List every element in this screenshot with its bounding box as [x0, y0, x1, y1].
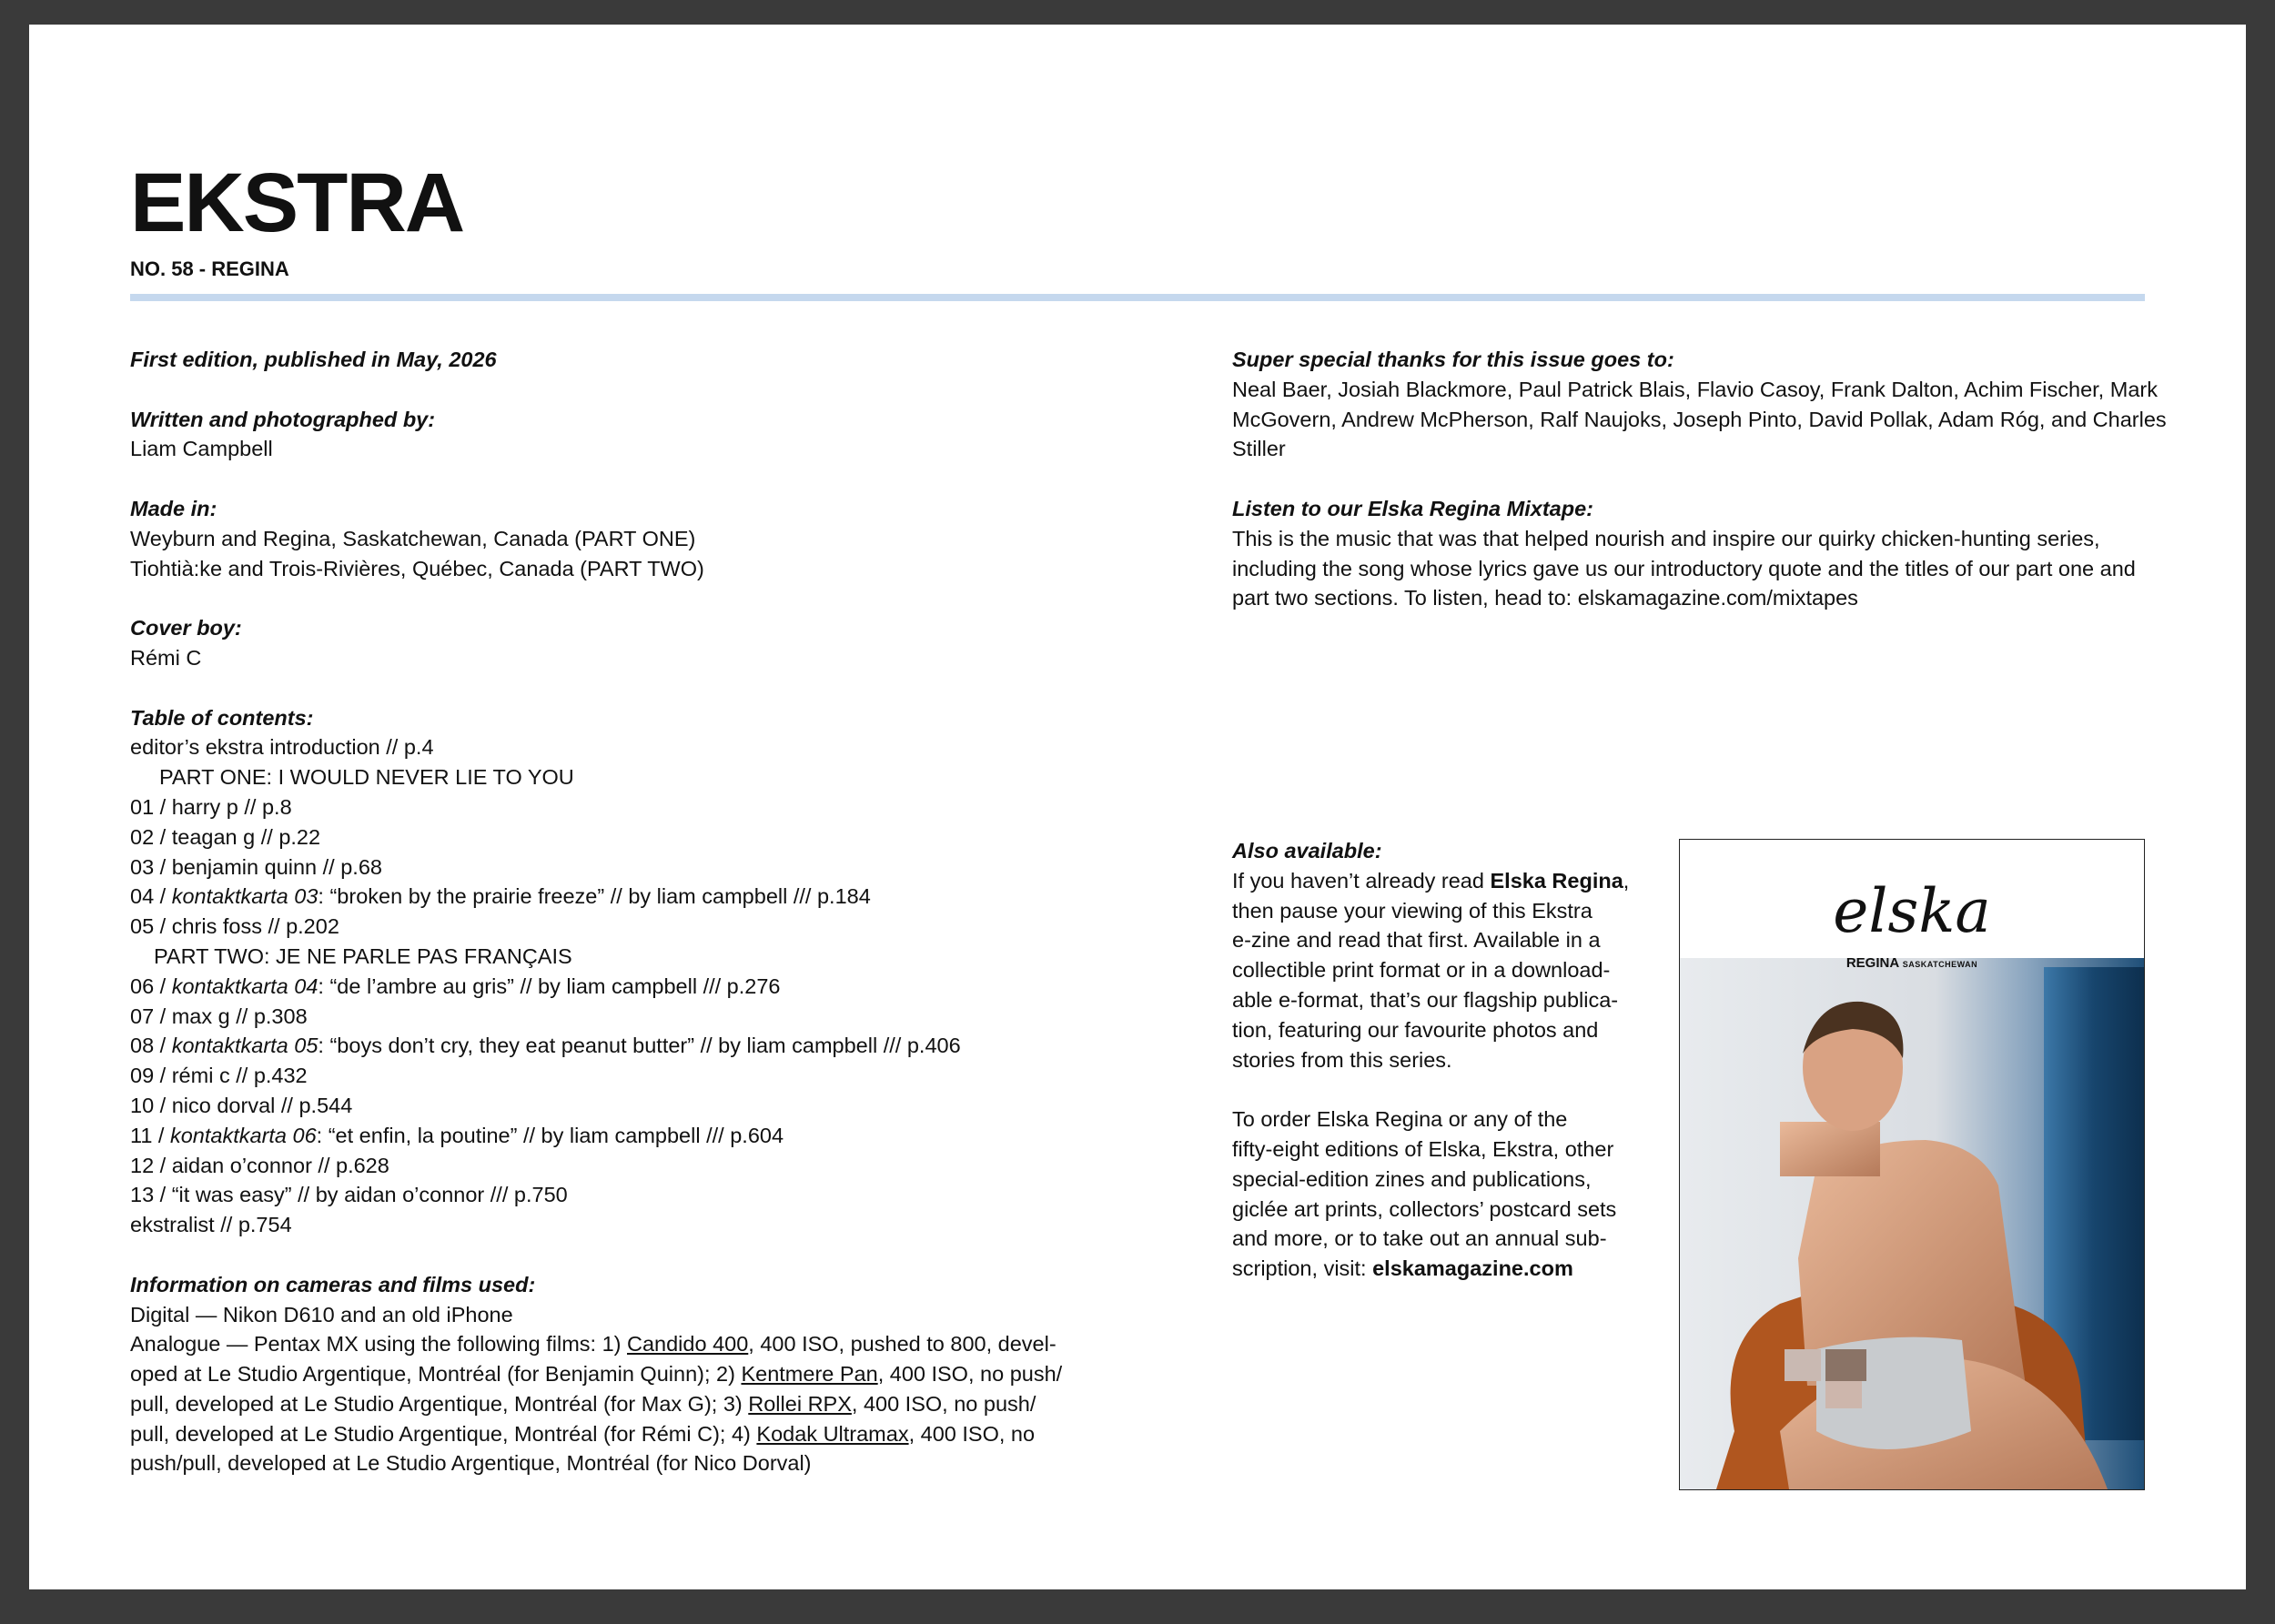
analogue-line: Analogue — Pentax MX using the following films: 1) Candido 400, 400 ISO, pushed to 800, devel- [130, 1332, 1057, 1357]
edition-block [130, 345, 1086, 375]
toc-entry: 02 / teagan g // p.22 [130, 824, 321, 849]
toc-entry: 11 / kontaktkarta 06: “et enfin, la poutine” // by liam campbell /// p.604 [130, 1123, 784, 1147]
toc-entry: 07 / max g // p.308 [130, 1004, 308, 1028]
order-line: giclée art prints, collectors’ postcard sets [1232, 1196, 1617, 1221]
thanks-line: McGovern, Andrew McPherson, Ralf Naujoks, Joseph Pinto, David Pollak, Adam Róg, and Charles [1232, 407, 2167, 431]
analogue-line: push/pull, developed at Le Studio Argentique, Montréal (for Nico Dorval) [130, 1451, 812, 1476]
order-line: To order Elska Regina or any of the [1232, 1107, 1568, 1132]
cover-photo [1680, 958, 2144, 1489]
mixtape-line: including the song whose lyrics gave us our introductory quote and the titles of our part one and [1232, 556, 2136, 580]
toc-entry: editor’s ekstra introduction // p.4 [130, 735, 434, 760]
cameras-label: Information on cameras and films used: [130, 1272, 536, 1296]
analogue-line: pull, developed at Le Studio Argentique, Montréal (for Rémi C); 4) Kodak Ultramax, 400 ISO, no [130, 1421, 1036, 1446]
toc-entry: 09 / rémi c // p.432 [130, 1064, 308, 1088]
website-link[interactable]: elskamagazine.com [1372, 1256, 1573, 1281]
toc-entry: 10 / nico dorval // p.544 [130, 1093, 353, 1117]
order-paragraph [1232, 1105, 1660, 1284]
available-label: Also available: [1232, 839, 1382, 862]
film-link-candido[interactable]: Candido 400 [627, 1332, 749, 1357]
cover-boy-label: Cover boy: [130, 616, 242, 641]
digital-line: Digital — Nikon D610 and an old iPhone [130, 1302, 513, 1326]
available-line: e-zine and read that first. Available in a [1232, 928, 1601, 953]
thanks-label: Super special thanks for this issue goes to: [1232, 348, 1674, 371]
toc-entry: 03 / benjamin quinn // p.68 [130, 854, 382, 879]
thanks-line: Neal Baer, Josiah Blackmore, Paul Patrick Blais, Flavio Casoy, Frank Dalton, Achim Fischer, Mark [1232, 377, 2158, 401]
made-line: Tiohtià:ke and Trois-Rivières, Québec, Canada (PART TWO) [130, 556, 704, 580]
table-of-contents [130, 703, 1086, 1240]
available-line: stories from this series. [1232, 1047, 1452, 1072]
cover-logo: elska [1833, 876, 1991, 946]
colophon-left-column [130, 345, 1086, 1478]
available-line: If you haven’t already read Elska Regina, [1232, 868, 1630, 893]
made-label: Made in: [130, 496, 217, 520]
magazine-cover-image [1679, 839, 2145, 1490]
toc-section-heading: PART TWO: JE NE PARLE PAS FRANÇAIS [154, 943, 572, 968]
order-line: fifty-eight editions of Elska, Ekstra, other [1232, 1136, 1614, 1161]
made-in-block [130, 494, 1086, 583]
made-line: Weyburn and Regina, Saskatchewan, Canada (PART ONE) [130, 526, 696, 550]
available-line: collectible print format or in a download- [1232, 958, 1611, 983]
toc-entry: 13 / “it was easy” // by aidan o’connor /// p.750 [130, 1183, 568, 1207]
mixtape-block [1232, 494, 2151, 613]
issue-label: NO. 58 - REGINA [130, 257, 289, 280]
thanks-line: Stiller [1232, 437, 1286, 461]
film-link-kodak[interactable]: Kodak Ultramax [756, 1421, 909, 1446]
toc-entry: 04 / kontaktkarta 03: “broken by the prairie freeze” // by liam campbell /// p.184 [130, 884, 871, 909]
toc-entry: ekstralist // p.754 [130, 1213, 292, 1237]
film-link-kentmere[interactable]: Kentmere Pan [741, 1362, 878, 1387]
toc-entry: 12 / aidan o’connor // p.628 [130, 1153, 389, 1177]
header-divider [130, 294, 2145, 301]
cover-boy-block [130, 613, 1086, 673]
analogue-line: oped at Le Studio Argentique, Montréal (for Benjamin Quinn); 2) Kentmere Pan, 400 ISO, no push/ [130, 1362, 1063, 1387]
credits-block [130, 405, 1086, 465]
toc-section-heading: PART ONE: I WOULD NEVER LIE TO YOU [159, 765, 574, 790]
magazine-title: EKSTRA [130, 156, 464, 249]
order-line: and more, or to take out an annual sub- [1232, 1226, 1607, 1251]
toc-entry: 05 / chris foss // p.202 [130, 914, 339, 939]
order-line: special-edition zines and publications, [1232, 1166, 1592, 1191]
cameras-block [130, 1270, 1086, 1479]
analogue-line: pull, developed at Le Studio Argentique, Montréal (for Max G); 3) Rollei RPX, 400 ISO, no push/ [130, 1391, 1036, 1416]
cover-subtitle: REGINA SASKATCHEWAN [1845, 955, 1978, 971]
colophon-right-column [1232, 345, 2167, 613]
mixtape-line: This is the music that was that helped nourish and inspire our quirky chicken-hunting series, [1232, 526, 2100, 550]
page [29, 25, 2246, 1589]
cover-boy-value: Rémi C [130, 645, 202, 670]
available-line: then pause your viewing of this Ekstra [1232, 898, 1592, 923]
also-available-block [1232, 836, 1660, 1284]
available-line: able e-format, that’s our flagship publica- [1232, 987, 1619, 1012]
toc-entry: 08 / kontaktkarta 05: “boys don’t cry, they eat peanut butter” // by liam campbell /// p.406 [130, 1034, 961, 1058]
mixtape-line: part two sections. To listen, head to: elskamagazine.com/mixtapes [1232, 586, 1858, 610]
film-link-rollei[interactable]: Rollei RPX [748, 1391, 852, 1416]
toc-entry: 06 / kontaktkarta 04: “de l’ambre au gris” // by liam campbell /// p.276 [130, 973, 781, 998]
order-line: scription, visit: elskamagazine.com [1232, 1256, 1573, 1281]
available-paragraph [1232, 836, 1660, 1074]
toc-entry: 01 / harry p // p.8 [130, 794, 292, 819]
toc-label: Table of contents: [130, 705, 314, 730]
thanks-block [1232, 345, 2167, 464]
mixtape-label: Listen to our Elska Regina Mixtape: [1232, 496, 1593, 520]
written-value: Liam Campbell [130, 437, 273, 461]
edition-label: First edition, published in May, 2026 [130, 348, 497, 371]
written-label: Written and photographed by: [130, 407, 436, 431]
available-line: tion, featuring our favourite photos and [1232, 1017, 1599, 1042]
